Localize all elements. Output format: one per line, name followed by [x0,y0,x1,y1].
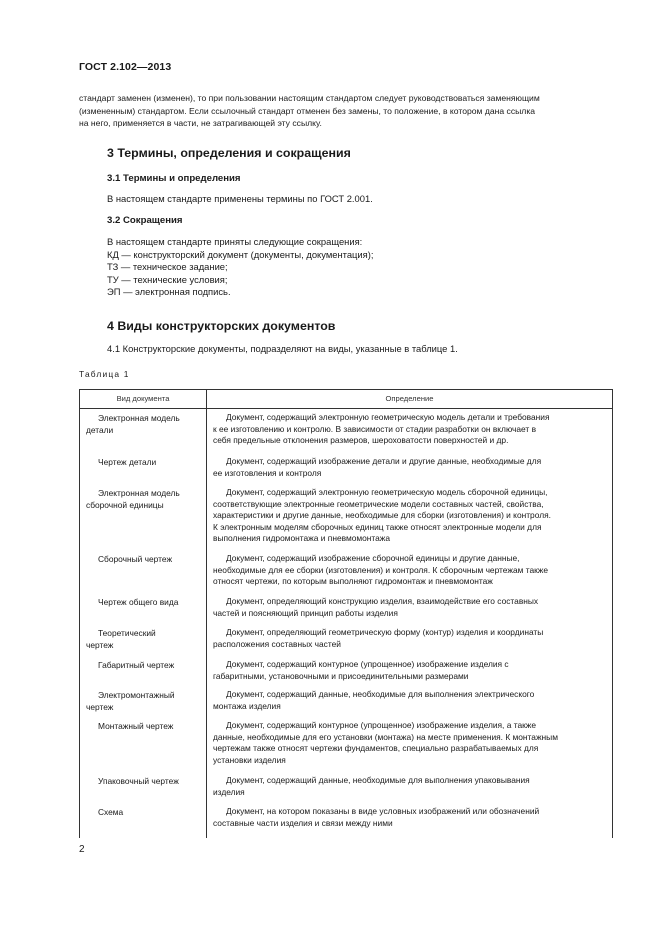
abbreviations-list [107,236,373,299]
definition-line: расположения составных частей [213,638,341,649]
definition-line: Документ, определяющий конструкцию изделия, взаимодействие его составных [226,596,539,606]
table-border [612,389,613,838]
abbreviation-line: ЭП — электронная подпись. [107,286,231,298]
definition-line: к ее изготовлению и контролю. В зависимости от стадии разработки он включает в [213,423,537,434]
table-row-definition [213,553,608,588]
term-line: чертеж [86,702,114,712]
definition-line: Документ, содержащий электронную геометрическую модель детали и требования [226,412,550,422]
document-header: ГОСТ 2.102—2013 [79,61,172,73]
table-row-definition [213,487,608,545]
term-line: Габаритный чертеж [98,660,175,670]
intro-paragraph [79,92,613,130]
definition-line: Документ, определяющий геометрическую форму (контур) изделия и координаты [226,627,544,637]
definition-line: Документ, содержащий данные, необходимые для выполнения электрического [226,689,535,699]
table-header-type: Вид документа [116,394,170,403]
table-row-definition [213,806,608,829]
definition-line: данные, необходимые для его установки (монтажа) на месте применения. К монтажным [213,731,558,742]
definition-line: Документ, на котором показаны в виде условных изображений или обозначений [226,806,540,816]
table-row-definition [213,659,608,682]
table-row-term [86,659,202,671]
section-3-title: 3 Термины, определения и сокращения [107,146,351,160]
intro-line: стандарт заменен (изменен), то при пользовании настоящим стандартом следует руководствоваться заменяющим [79,93,540,103]
section-3-2-title: 3.2 Сокращения [107,215,183,226]
table-row-term [86,596,202,608]
abbreviation-line: КД — конструкторский документ (документы, документация); [107,248,374,260]
section-3-1-title: 3.1 Термины и определения [107,173,241,184]
term-line: Электромонтажный [98,690,175,700]
definition-line: Документ, содержащий электронную геометрическую модель сборочной единицы, [226,487,548,497]
table-row-term [86,806,202,818]
abbreviation-line: ТЗ — техническое задание; [107,261,228,273]
term-line: Чертеж детали [98,457,157,467]
intro-line: на него, применяется в части, не затрагивающей эту ссылку. [79,118,322,129]
term-line: чертеж [86,640,114,650]
definition-line: габаритными, установочными и присоединительными размерами [213,670,469,681]
definition-line: чертежам также относят чертежи фундаментов, специально разрабатываемых для [213,743,539,754]
documents-table [79,389,613,838]
table-row-term [86,456,202,468]
abbreviation-line: ТУ — технические условия; [107,273,228,285]
definition-line: монтажа изделия [213,700,281,711]
definition-line: Документ, содержащий изображение сборочной единицы и другие данные, [226,553,520,563]
table-row-term [86,775,202,787]
table-row-term [86,487,202,511]
page-number: 2 [79,844,85,855]
table-column-divider [206,389,207,838]
table-row-term [86,627,202,651]
definition-line: составные части изделия и связи между ними [213,817,393,828]
definition-line: изделия [213,786,245,797]
definition-line: Документ, содержащий изображение детали и другие данные, необходимые для [226,456,542,466]
term-line: Теоретический [98,628,156,638]
definition-line: необходимые для ее сборки (изготовления) и контроля. К сборочным чертежам также [213,564,549,575]
term-line: Электронная модель [98,413,180,423]
table-row-term [86,720,202,732]
definition-line: установки изделия [213,754,286,765]
definition-line: относят чертежи, по которым выполняют гидромонтаж и пневмомонтаж [213,576,493,587]
section-4-title: 4 Виды конструкторских документов [107,319,336,333]
table-header-divider [79,408,613,409]
table-row-definition [213,596,608,619]
definition-line: Документ, содержащий контурное (упрощенное) изображение изделия, а также [226,720,537,730]
term-line: Электронная модель [98,488,180,498]
definition-line: характеристики и другие данные, необходимые для сборки (изготовления) и контроля. [213,510,551,521]
table-row-term [86,553,202,565]
term-line: Сборочный чертеж [98,554,173,564]
term-line: Схема [98,807,124,817]
term-line: Чертеж общего вида [98,597,179,607]
term-line: Монтажный чертеж [98,721,174,731]
definition-line: себя предельные отклонения размеров, шероховатости поверхностей и др. [213,435,509,446]
table-row-term [86,412,202,436]
table-caption: Таблица 1 [79,369,130,379]
table-row-definition [213,456,608,479]
definition-line: выполнения гидромонтажа и пневмомонтажа [213,533,391,544]
definition-line: К электронным моделям сборочных единиц также относят электронные модели для [213,521,542,532]
table-header-definition: Определение [385,394,434,403]
definition-line: Документ, содержащий данные, необходимые для выполнения упаковывания [226,775,530,785]
definition-line: соответствующие электронные геометрические модели составных частей, свойства, [213,498,544,509]
table-row-definition [213,627,608,650]
definition-line: Документ, содержащий контурное (упрощенное) изображение изделия с [226,659,509,669]
abbreviation-line: В настоящем стандарте приняты следующие сокращения: [107,236,363,247]
table-row-definition [213,689,608,712]
table-row-definition [213,412,608,447]
section-3-1-text: В настоящем стандарте применены термины по ГОСТ 2.001. [107,193,373,204]
term-line: сборочной единицы [86,500,164,510]
table-border [79,389,80,838]
definition-line: частей и поясняющий принцип работы изделия [213,607,398,618]
term-line: Упаковочный чертеж [98,776,179,786]
intro-line: (измененным) стандартом. Если ссылочный стандарт отменен без замены, то положение, в котором дана ссылка [79,105,536,116]
table-row-definition [213,720,608,766]
table-row-term [86,689,202,713]
definition-line: ее изготовления и контроля [213,467,322,478]
section-4-1-text: 4.1 Конструкторские документы, подразделяют на виды, указанные в таблице 1. [107,343,458,354]
term-line: детали [86,425,114,435]
table-row-definition [213,775,608,798]
